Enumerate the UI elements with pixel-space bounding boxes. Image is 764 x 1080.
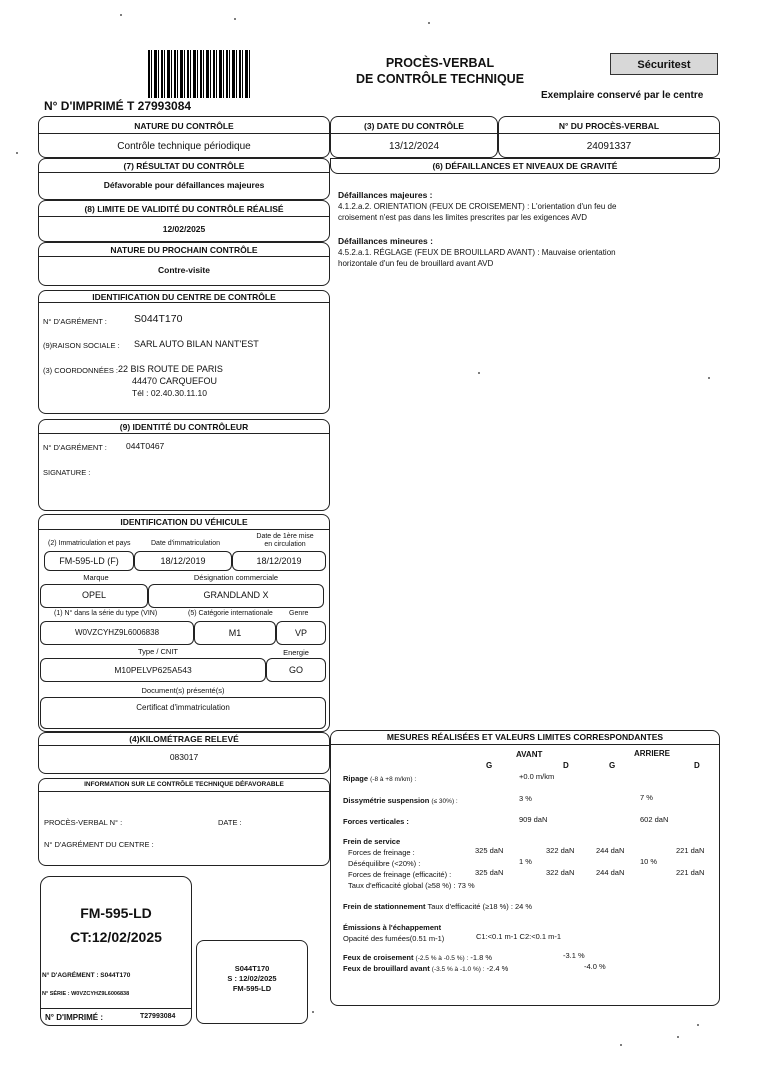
mineures-line2: horizontale d'un feu de brouillard avant AVD bbox=[338, 259, 494, 268]
controleur-agrement-value: 044T0467 bbox=[126, 441, 165, 451]
controleur-label: (9) IDENTITÉ DU CONTRÔLEUR bbox=[119, 422, 249, 432]
centre-raison-value: SARL AUTO BILAN NANT'EST bbox=[134, 339, 259, 349]
stationnement-row bbox=[343, 902, 532, 911]
majeures-title: Défaillances majeures : bbox=[338, 190, 433, 200]
dissymetrie-avant: 3 % bbox=[519, 794, 532, 803]
ff-arriere-d: 221 daN bbox=[676, 846, 705, 855]
marque-label: Marque bbox=[83, 573, 109, 582]
taux-global: Taux d'efficacité global (≥58 %) : 73 % bbox=[348, 881, 475, 890]
sticker-ct: CT:12/02/2025 bbox=[70, 929, 162, 945]
prochain-controle-value: Contre-visite bbox=[158, 265, 210, 275]
immat-label: (2) Immatriculation et pays bbox=[48, 540, 131, 547]
arriere-header: ARRIERE bbox=[634, 749, 671, 758]
limite-validite-value: 12/02/2025 bbox=[162, 224, 206, 234]
vehicule-label: IDENTIFICATION DU VÉHICULE bbox=[120, 517, 248, 527]
mineures-title: Défaillances mineures : bbox=[338, 236, 433, 246]
desequilibre-label: Déséquilibre (<20%) : bbox=[348, 859, 421, 868]
dissymetrie-arriere: 7 % bbox=[640, 793, 653, 802]
ffe-avant-d: 322 daN bbox=[546, 868, 575, 877]
sticker-agrement: N° D'AGRÉMENT : S044T170 bbox=[42, 972, 131, 979]
emissions-label: Émissions à l'échappement bbox=[343, 923, 442, 932]
kilometrage-label: (4)KILOMÉTRAGE RELEVÉ bbox=[129, 734, 239, 744]
genre-value: VP bbox=[294, 628, 307, 638]
brouillard-row bbox=[343, 964, 508, 973]
scan-speck bbox=[478, 372, 480, 374]
ripage-row bbox=[343, 774, 416, 783]
numero-pv-label: N° DU PROCÈS-VERBAL bbox=[558, 121, 660, 131]
mineures-line1: 4.5.2.a.1. RÉGLAGE (FEUX DE BROUILLARD AVANT) : Mauvaise orientation bbox=[338, 248, 616, 257]
nature-controle-value: Contrôle technique périodique bbox=[117, 141, 251, 152]
title-line1: PROCÈS-VERBAL bbox=[385, 56, 495, 70]
centre-addr2: 44470 CARQUEFOU bbox=[132, 376, 218, 386]
opacite-label: Opacité des fumées(0.51 m-1) bbox=[343, 934, 445, 943]
centre-agrement-label: N° D'AGRÉMENT : bbox=[43, 317, 107, 326]
col-g-avant: G bbox=[486, 761, 493, 770]
stationnement-text: Taux d'efficacité (≥18 %) : 24 % bbox=[427, 902, 533, 911]
croisement-limit: (-2.5 % à -0.5 %) : bbox=[415, 955, 469, 962]
scan-speck bbox=[234, 18, 236, 20]
majeures-line1: 4.1.2.a.2. ORIENTATION (FEUX DE CROISEMENT) : L'orientation d'un feu de bbox=[338, 202, 617, 211]
vin-label: (1) N° dans la série du type (VIN) bbox=[54, 610, 158, 617]
info-agrement-label: N° D'AGRÉMENT DU CENTRE : bbox=[44, 840, 154, 849]
ripage-limit: (-8 à +8 m/km) : bbox=[370, 776, 417, 783]
date-controle-label: (3) DATE DU CONTRÔLE bbox=[364, 121, 464, 131]
stamp-text bbox=[196, 964, 308, 994]
documents-label: Document(s) présenté(s) bbox=[141, 686, 225, 695]
ff-efficacite-label: Forces de freinage (efficacité) : bbox=[348, 870, 452, 879]
ff-avant-g: 325 daN bbox=[475, 846, 504, 855]
documents-value: Certificat d'immatriculation bbox=[136, 703, 230, 712]
designation-label: Désignation commerciale bbox=[193, 573, 279, 582]
genre-label: Genre bbox=[289, 610, 309, 617]
nature-controle-label: NATURE DU CONTRÔLE bbox=[134, 121, 234, 131]
frein-service-label: Frein de service bbox=[343, 837, 401, 846]
brouillard-g: -2.4 % bbox=[486, 964, 509, 973]
stamp-line1: S044T170 bbox=[234, 964, 270, 973]
croisement-label: Feux de croisement bbox=[343, 953, 414, 962]
defaillances-label: (6) DÉFAILLANCES ET NIVEAUX DE GRAVITÉ bbox=[432, 161, 618, 171]
documents-cell bbox=[40, 697, 326, 729]
date-immat-value: 18/12/2019 bbox=[160, 556, 206, 566]
date-controle-value: 13/12/2024 bbox=[388, 141, 440, 152]
premiere-label bbox=[240, 533, 330, 549]
forces-verticales-label: Forces verticales : bbox=[343, 817, 409, 826]
mesures-label: MESURES RÉALISÉES ET VALEURS LIMITES CORRESPONDANTES bbox=[386, 732, 664, 742]
info-date-label: DATE : bbox=[218, 818, 242, 827]
info-pv-label: PROCÈS-VERBAL N° : bbox=[44, 818, 123, 827]
signature-label: SIGNATURE : bbox=[43, 468, 91, 477]
stamp-line3: FM-595-LD bbox=[232, 984, 272, 993]
centre-addr1: 22 BIS ROUTE DE PARIS bbox=[118, 364, 223, 374]
designation-value: GRANDLAND X bbox=[203, 590, 269, 600]
premiere-label-2: en circulation bbox=[264, 541, 306, 548]
forces-verticales-avant: 909 daN bbox=[519, 815, 548, 824]
scan-speck bbox=[708, 377, 710, 379]
scan-speck bbox=[120, 14, 122, 16]
majeures-line2: croisement n'est pas dans les limites prescrites par les exigences AVD bbox=[338, 213, 588, 222]
info-defavorable-label: INFORMATION SUR LE CONTRÔLE TECHNIQUE DÉFAVORABLE bbox=[84, 781, 284, 788]
categorie-value: M1 bbox=[228, 628, 242, 638]
immat-value: FM-595-LD (F) bbox=[59, 556, 119, 566]
brouillard-limit: (-3.5 % à -1.0 %) : bbox=[431, 966, 485, 973]
dissymetrie-limit: (≤ 30%) : bbox=[431, 798, 458, 805]
sticker-plate: FM-595-LD bbox=[80, 905, 152, 921]
ffe-avant-g: 325 daN bbox=[475, 868, 504, 877]
scan-speck bbox=[312, 1011, 314, 1013]
ffe-arriere-d: 221 daN bbox=[676, 868, 705, 877]
sticker-box bbox=[40, 876, 192, 1026]
type-value: M10PELVP625A543 bbox=[114, 665, 192, 675]
numero-pv-value: 24091337 bbox=[586, 141, 632, 152]
ff-avant-d: 322 daN bbox=[546, 846, 575, 855]
ffe-arriere-g: 244 daN bbox=[596, 868, 625, 877]
croisement-row bbox=[343, 953, 492, 962]
limite-validite-label: (8) LIMITE DE VALIDITÉ DU CONTRÔLE RÉALISÉ bbox=[84, 204, 284, 214]
imprime-number: N° D'IMPRIMÉ T 27993084 bbox=[44, 99, 192, 113]
croisement-g: -1.8 % bbox=[470, 953, 493, 962]
forces-freinage-label: Forces de freinage : bbox=[348, 848, 415, 857]
type-label: Type / CNIT bbox=[137, 647, 178, 656]
forces-verticales-arriere: 602 daN bbox=[640, 815, 669, 824]
scan-speck bbox=[697, 1024, 699, 1026]
brouillard-label: Feux de brouillard avant bbox=[343, 964, 430, 973]
barcode bbox=[148, 50, 252, 98]
marque-value: OPEL bbox=[81, 590, 106, 600]
energie-label: Energie bbox=[283, 648, 309, 657]
stationnement-label: Frein de stationnement bbox=[343, 902, 426, 911]
ripage-value: +0.0 m/km bbox=[519, 772, 555, 781]
ff-arriere-g: 244 daN bbox=[596, 846, 625, 855]
col-d-avant: D bbox=[563, 761, 569, 770]
centre-agrement-value: S044T170 bbox=[134, 313, 183, 325]
premiere-value: 18/12/2019 bbox=[256, 556, 302, 566]
sticker-imprime-value: T27993084 bbox=[140, 1013, 176, 1020]
dissymetrie-row bbox=[343, 796, 458, 805]
centre-label: IDENTIFICATION DU CENTRE DE CONTRÔLE bbox=[92, 292, 276, 302]
page-title bbox=[330, 55, 550, 87]
scan-speck bbox=[620, 1044, 622, 1046]
date-immat-label: Date d'immatriculation bbox=[151, 540, 221, 547]
prochain-controle-label: NATURE DU PROCHAIN CONTRÔLE bbox=[110, 245, 258, 255]
premiere-label-1: Date de 1ère mise bbox=[256, 533, 314, 540]
desequilibre-avant: 1 % bbox=[519, 857, 532, 866]
scan-speck bbox=[677, 1036, 679, 1038]
croisement-d: -3.1 % bbox=[563, 951, 585, 960]
desequilibre-arriere: 10 % bbox=[640, 857, 658, 866]
brouillard-d: -4.0 % bbox=[584, 962, 606, 971]
dissymetrie-label: Dissymétrie suspension bbox=[343, 796, 430, 805]
col-g-arriere: G bbox=[609, 761, 616, 770]
categorie-label: (5) Catégorie internationale bbox=[188, 610, 273, 617]
resultat-value: Défavorable pour défaillances majeures bbox=[103, 180, 265, 190]
title-line2: DE CONTRÔLE TECHNIQUE bbox=[355, 72, 525, 86]
sticker-serie: N° SÉRIE : W0VZCYHZ9L6006838 bbox=[42, 991, 130, 997]
resultat-label: (7) RÉSULTAT DU CONTRÔLE bbox=[123, 161, 245, 171]
controleur-agrement-label: N° D'AGRÉMENT : bbox=[43, 443, 107, 452]
avant-header: AVANT bbox=[516, 750, 543, 759]
centre-coord-label: (3) COORDONNÉES : bbox=[43, 366, 119, 375]
energie-value: GO bbox=[288, 665, 303, 675]
centre-raison-label: (9)RAISON SOCIALE : bbox=[43, 341, 120, 350]
brand-box: Sécuritest bbox=[610, 53, 718, 75]
scan-speck bbox=[428, 22, 430, 24]
centre-tel: Tél : 02.40.30.11.10 bbox=[132, 388, 207, 398]
vin-value: W0VZCYHZ9L6006838 bbox=[74, 628, 160, 637]
stamp-line2: S : 12/02/2025 bbox=[227, 974, 277, 983]
opacite-value: C1:<0.1 m-1 C2:<0.1 m-1 bbox=[476, 932, 562, 941]
col-d-arriere: D bbox=[694, 761, 700, 770]
kilometrage-value: 083017 bbox=[169, 752, 199, 762]
scan-speck bbox=[16, 152, 18, 154]
ripage-label: Ripage bbox=[343, 774, 369, 783]
sticker-imprime-label: N° D'IMPRIMÉ : bbox=[45, 1013, 103, 1022]
copy-note: Exemplaire conservé par le centre bbox=[541, 90, 704, 101]
